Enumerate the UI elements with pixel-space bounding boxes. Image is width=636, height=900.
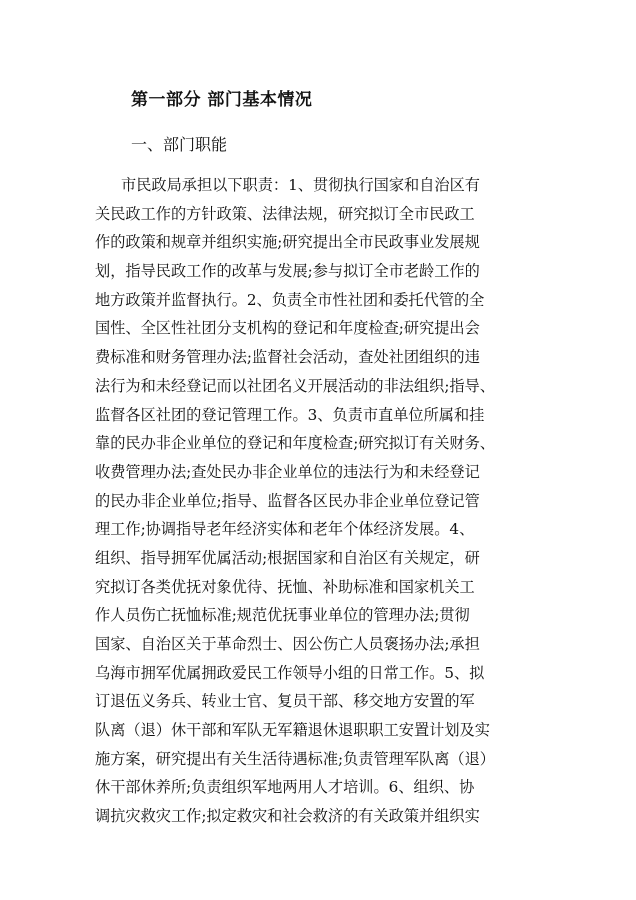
body-line: 靠的民办非企业单位的登记和年度检查;研究拟订有关财务、 (95, 434, 495, 453)
body-line: 费标准和财务管理办法;监督社会活动，查处社团组织的违 (95, 348, 480, 367)
body-line: 国性、全区性社团分支机构的登记和年度检查;研究提出会 (95, 319, 480, 338)
body-line: 乌海市拥军优属拥政爱民工作领导小组的日常工作。5、拟 (95, 663, 485, 682)
body-line: 队离（退）休干部和军队无军籍退休退职职工安置计划及实 (95, 721, 490, 740)
body-line: 订退伍义务兵、转业士官、复员干部、移交地方安置的军 (95, 692, 475, 711)
section-title: 一、部门职能 (131, 135, 228, 154)
body-line: 划，指导民政工作的改革与发展;参与拟订全市老龄工作的 (95, 262, 480, 281)
body-line: 关民政工作的方针政策、法律法规，研究拟订全市民政工 (95, 204, 475, 223)
body-line: 调抗灾救灾工作;拟定救灾和社会救济的有关政策并组织实 (95, 807, 480, 826)
body-line: 市民政局承担以下职责：1、贯彻执行国家和自治区有 (121, 176, 480, 194)
body-line: 作人员伤亡抚恤标准;规范优抚事业单位的管理办法;贯彻 (95, 606, 470, 625)
body-line: 的民办非企业单位;指导、监督各区民办非企业单位登记管 (95, 491, 480, 510)
body-line: 监督各区社团的登记管理工作。3、负责市直单位所属和挂 (95, 405, 485, 424)
part-title: 第一部分 部门基本情况 (131, 90, 313, 110)
body-line: 收费管理办法;查处民办非企业单位的违法行为和未经登记 (95, 462, 480, 481)
body-line: 休干部休养所;负责组织军地两用人才培训。6、组织、协 (95, 778, 475, 797)
body-line: 究拟订各类优抚对象优待、抚恤、补助标准和国家机关工 (95, 577, 475, 596)
body-line: 施方案，研究提出有关生活待遇标准;负责管理军队离（退） (95, 749, 495, 768)
body-line: 国家、自治区关于革命烈士、因公伤亡人员褒扬办法;承担 (95, 635, 480, 653)
body-text (95, 171, 555, 831)
body-line: 组织、指导拥军优属活动;根据国家和自治区有关规定，研 (95, 548, 480, 567)
body-line: 地方政策并监督执行。2、负责全市性社团和委托代管的全 (95, 290, 485, 309)
body-line: 作的政策和规章并组织实施;研究提出全市民政事业发展规 (95, 233, 480, 252)
body-line: 法行为和未经登记而以社团名义开展活动的非法组织;指导、 (95, 376, 495, 395)
body-line: 理工作;协调指导老年经济实体和老年个体经济发展。4、 (95, 520, 475, 539)
